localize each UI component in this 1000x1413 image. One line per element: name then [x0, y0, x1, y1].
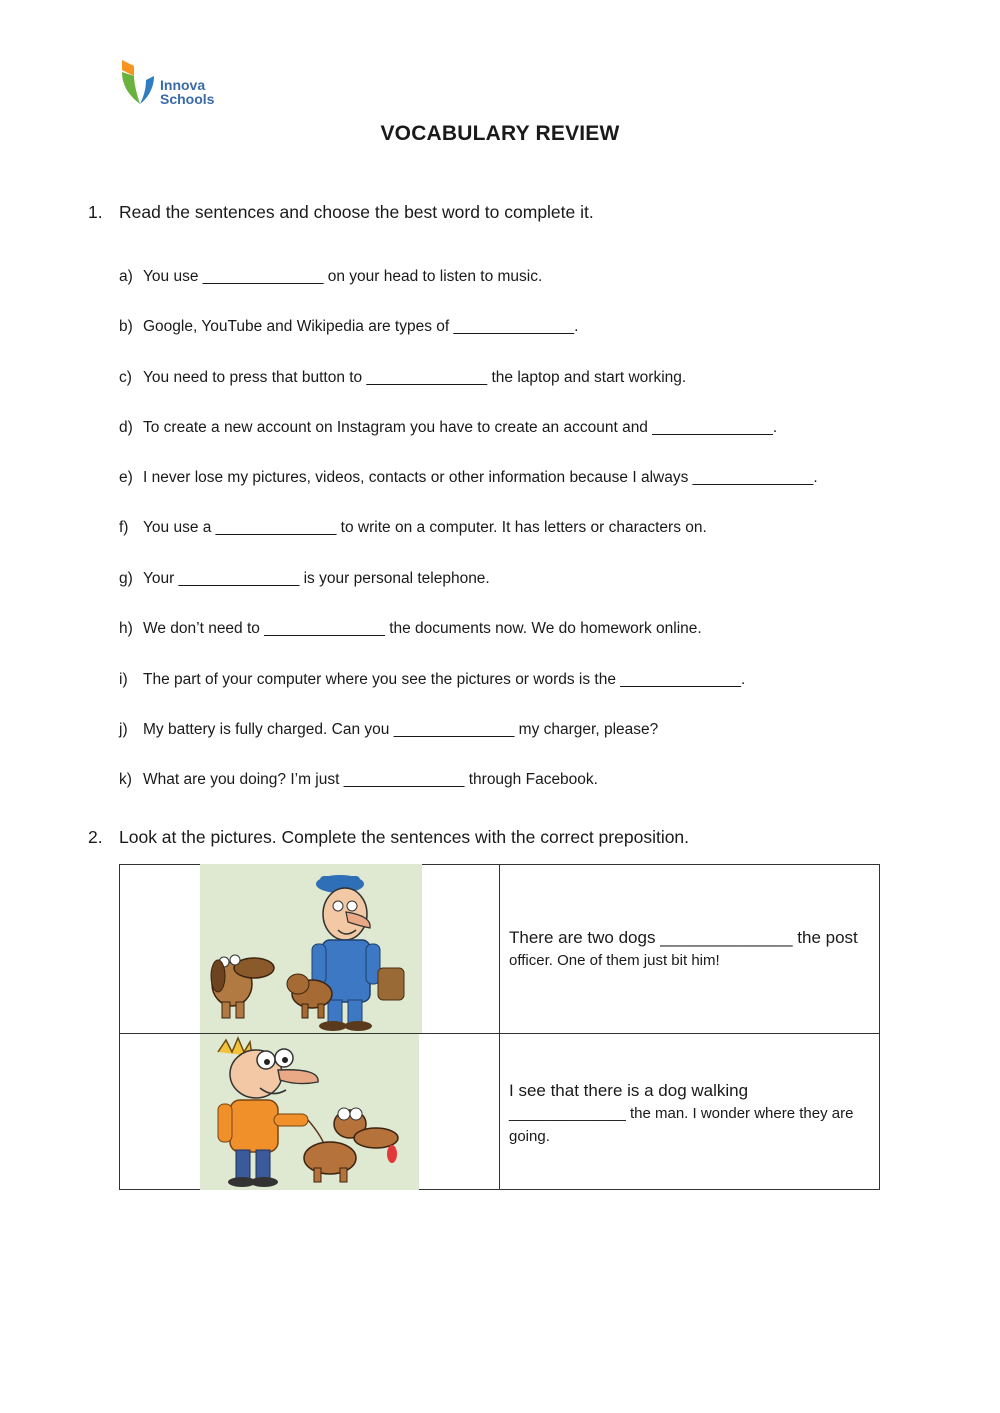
item-text: You use ______________ on your head to listen to music. [143, 268, 543, 285]
item-text: Google, YouTube and Wikipedia are types of ______________. [143, 318, 579, 335]
item-text: The part of your computer where you see the pictures or words is the ______________. [143, 671, 746, 688]
item-letter: j) [119, 721, 128, 738]
innova-schools-logo [118, 58, 228, 108]
item-letter: b) [119, 318, 133, 335]
item-text: Your ______________ is your personal telephone. [143, 570, 490, 587]
row-2-sentence-start: I see that there is a dog walking [509, 1081, 749, 1100]
list-item [119, 369, 686, 387]
item-text: I never lose my pictures, videos, contacts or other information because I always ______________. [143, 469, 818, 486]
list-item [119, 620, 702, 638]
table-row-2-text [509, 1079, 874, 1148]
list-item [119, 469, 818, 487]
section-2-number: 2. [88, 827, 103, 847]
item-text: You need to press that button to ______________ the laptop and start working. [143, 369, 687, 386]
list-item [119, 268, 542, 286]
picture-table [119, 864, 880, 1190]
cartoon-two-dogs-postman-image [200, 864, 422, 1033]
table-column-divider [499, 865, 500, 1189]
item-letter: g) [119, 570, 133, 587]
logo-line-1: Innova [160, 77, 206, 93]
item-text: You use a ______________ to write on a computer. It has letters or characters on. [143, 519, 707, 536]
item-letter: i) [119, 671, 128, 688]
item-text: To create a new account on Instagram you have to create an account and ______________. [143, 419, 778, 436]
list-item [119, 519, 707, 537]
page-title: VOCABULARY REVIEW [380, 122, 620, 145]
logo-line-2: Schools [160, 91, 215, 107]
item-text: What are you doing? I’m just ______________ through Facebook. [143, 771, 598, 788]
list-item [119, 570, 490, 588]
table-row-1-text [509, 926, 874, 972]
row-1-sentence-end: officer. One of them just bit him! [509, 952, 720, 969]
item-text: We don’t need to ______________ the documents now. We do homework online. [143, 620, 702, 637]
list-item [119, 318, 578, 336]
section-1-instruction: Read the sentences and choose the best word to complete it. [119, 202, 594, 222]
item-letter: c) [119, 369, 132, 386]
list-item [119, 771, 598, 789]
row-1-sentence-start: There are two dogs ______________ the post [509, 928, 858, 947]
section-1-number: 1. [88, 202, 103, 222]
item-letter: a) [119, 268, 133, 285]
section-2-instruction: Look at the pictures. Complete the sentences with the correct preposition. [119, 827, 690, 847]
section-1-heading [88, 202, 594, 223]
item-letter: k) [119, 771, 132, 788]
logo-mark-icon [118, 58, 158, 104]
list-item [119, 419, 777, 437]
section-2-heading [88, 827, 689, 848]
item-letter: f) [119, 519, 129, 536]
cartoon-man-walking-dog-image [200, 1034, 419, 1190]
item-text: My battery is fully charged. Can you ______________ my charger, please? [143, 721, 659, 738]
list-item [119, 671, 745, 689]
item-letter: h) [119, 620, 133, 637]
list-item [119, 721, 658, 739]
item-letter: e) [119, 469, 133, 486]
item-letter: d) [119, 419, 133, 436]
row-2-sentence-end: ______________ the man. I wonder where they are going. [509, 1105, 854, 1145]
